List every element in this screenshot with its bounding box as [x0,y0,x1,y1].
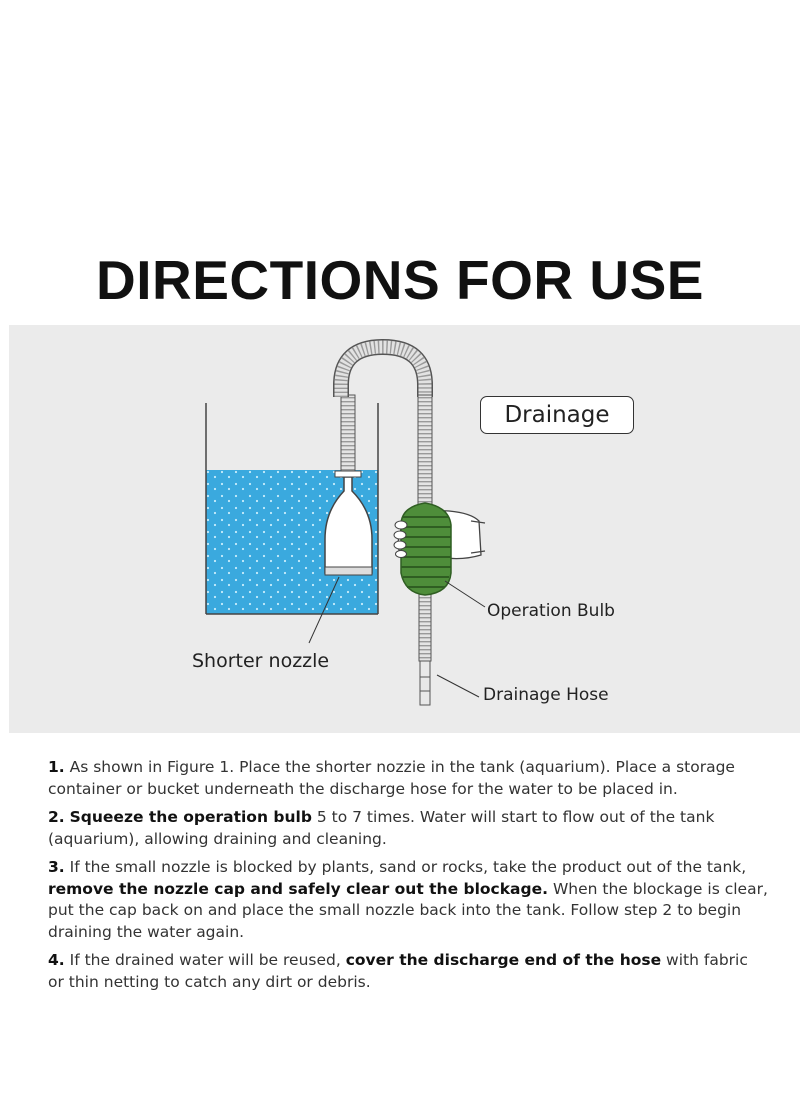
shorter-nozzle-label: Shorter nozzle [192,650,330,672]
drainage-label: Drainage [480,396,634,434]
step-text: 5 to 7 times. Water will start to flow out of the tank (aquarium), allowing draining and cleaning. [48,808,715,848]
operation-bulb-icon [394,503,451,595]
diagram-illustration [9,325,800,733]
operation-bulb-label: Operation Bulb [487,601,615,621]
figure-1-drainage-diagram [9,325,800,733]
step-3 [48,857,768,943]
step-number: 1. [48,758,65,776]
page-title: DIRECTIONS FOR USE [96,249,704,311]
step-1 [48,757,768,800]
instruction-steps [48,757,768,1000]
step-number: 2. [48,808,65,826]
step-text: As shown in Figure 1. Place the shorter nozzie in the tank (aquarium). Place a storage container or bucket underneath the discharge hose for the water to be placed in. [48,758,735,798]
step-number: 3. [48,858,65,876]
step-text: with fabric or thin netting to catch any dirt or debris. [48,951,748,991]
step-text-bold: remove the nozzle cap and safely clear out the blockage. [48,879,549,898]
step-number: 4. [48,951,65,969]
step-text: If the small nozzle is blocked by plants, sand or rocks, take the product out of the tank, [69,858,747,876]
step-4 [48,950,768,993]
drainage-hose-label: Drainage Hose [483,685,609,705]
bulb-leader-line [445,581,485,607]
step-2 [48,807,768,850]
step-text: When the blockage is clear, put the cap back on and place the small nozzle back into the tank. Follow step 2 to begin draining the water again. [48,879,768,941]
hose-leader-line [437,675,479,697]
step-text: If the drained water will be reused, [69,951,346,969]
step-text-bold: Squeeze the operation bulb [69,808,312,826]
step-text-bold: cover the discharge end of the hose [345,951,662,969]
